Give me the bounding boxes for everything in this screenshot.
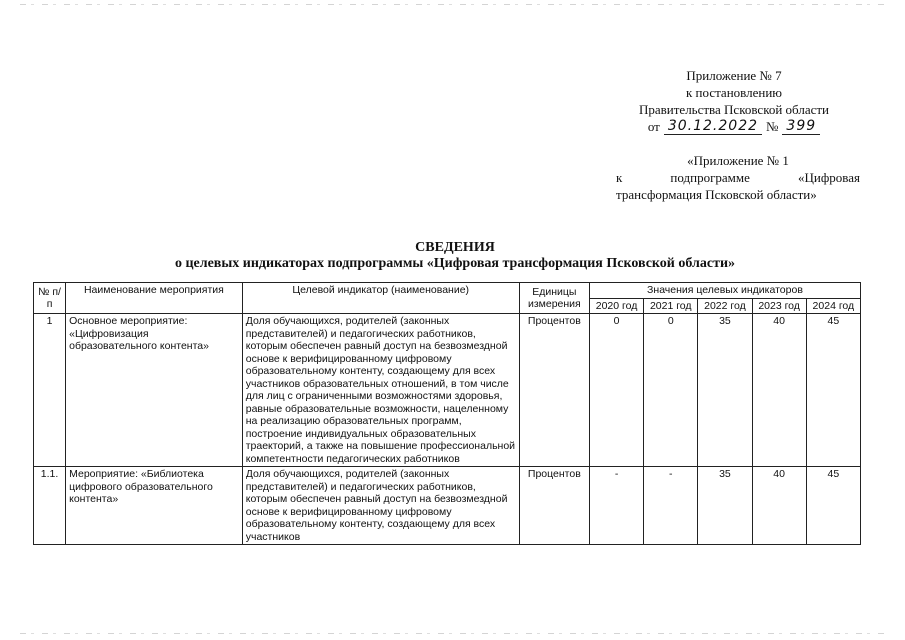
row-value-2021: - bbox=[644, 467, 698, 545]
scan-edge-top bbox=[20, 4, 885, 5]
appendix-date-row bbox=[604, 118, 864, 135]
appendix-line-1: Приложение № 7 bbox=[686, 68, 782, 83]
header-year: 2021 год bbox=[644, 298, 698, 314]
appendix-line-2: к постановлению bbox=[685, 85, 783, 100]
appendix-line-3: Правительства Псковской области bbox=[638, 102, 830, 117]
header-year: 2020 год bbox=[589, 298, 643, 314]
header-values-group: Значения целевых индикаторов bbox=[589, 283, 860, 299]
word-k: к bbox=[616, 170, 623, 185]
row-number: 1 bbox=[34, 314, 66, 467]
word-digital: «Цифровая bbox=[798, 170, 860, 185]
table-row bbox=[34, 467, 861, 545]
handwritten-date: 30.12.2022 bbox=[664, 118, 762, 135]
header-year: 2024 год bbox=[806, 298, 860, 314]
row-name: Мероприятие: «Библиотека цифрового образовательного контента» bbox=[66, 467, 243, 545]
header-name: Наименование мероприятия bbox=[66, 283, 243, 314]
handwritten-number: 399 bbox=[782, 118, 820, 135]
row-value-2023: 40 bbox=[752, 467, 806, 545]
table-row bbox=[34, 314, 861, 467]
document-title: СВЕДЕНИЯ bbox=[415, 240, 495, 255]
row-value-2021: 0 bbox=[644, 314, 698, 467]
row-value-2022: 35 bbox=[698, 314, 752, 467]
row-unit: Процентов bbox=[519, 314, 589, 467]
subprogram-appendix-line-3: трансформация Псковской области» bbox=[616, 187, 817, 202]
header-year: 2022 год bbox=[698, 298, 752, 314]
indicators-table bbox=[33, 282, 861, 545]
scan-edge-bottom bbox=[20, 633, 885, 634]
subprogram-appendix bbox=[616, 152, 860, 203]
header-unit: Единицы измерения bbox=[519, 283, 589, 314]
header-indicator: Целевой индикатор (наименование) bbox=[242, 283, 519, 314]
row-name: Основное мероприятие: «Цифровизация образовательного контента» bbox=[66, 314, 243, 467]
row-indicator: Доля обучающихся, родителей (законных представителей) и педагогических работников, которым обеспечен равный доступ на безвозмездной основе к верифицированному цифровому образовательному контенту, создающему для всех участников образовательных отношений, в том числе для лиц с ограниченными возможностями здоровья, равные образовательные возможности, нацеленному на реализацию образовательных программ, построение индивидуальных образовательных траекторий, а также на повышение профессиональной компетентности педагогических работников bbox=[242, 314, 519, 467]
row-indicator-text: Доля обучающихся, родителей (законных представителей) и педагогических работников, которым обеспечен равный доступ на безвозмездной основе к верифицированному цифровому образовательному контенту, создающему для всех участников bbox=[245, 468, 508, 543]
row-value-2023: 40 bbox=[752, 314, 806, 467]
subprogram-appendix-line-2 bbox=[616, 169, 860, 186]
row-value-2024: 45 bbox=[806, 314, 860, 467]
header-year: 2023 год bbox=[752, 298, 806, 314]
header-num: № п/п bbox=[34, 283, 66, 314]
subprogram-appendix-line-1: «Приложение № 1 bbox=[687, 153, 789, 168]
number-sign: № bbox=[766, 119, 779, 134]
document-heading bbox=[40, 240, 870, 272]
row-value-2022: 35 bbox=[698, 467, 752, 545]
word-subprogram: подпрограмме bbox=[670, 170, 750, 185]
row-number: 1.1. bbox=[34, 467, 66, 545]
row-value-2020: - bbox=[589, 467, 643, 545]
header-row-1 bbox=[34, 283, 861, 299]
row-indicator bbox=[242, 467, 519, 545]
row-unit: Процентов bbox=[519, 467, 589, 545]
row-value-2024: 45 bbox=[806, 467, 860, 545]
document-subtitle: о целевых индикаторах подпрограммы «Цифровая трансформация Псковской области» bbox=[174, 256, 736, 271]
row-value-2020: 0 bbox=[589, 314, 643, 467]
appendix-header bbox=[604, 67, 864, 135]
date-prefix: от bbox=[647, 119, 660, 134]
